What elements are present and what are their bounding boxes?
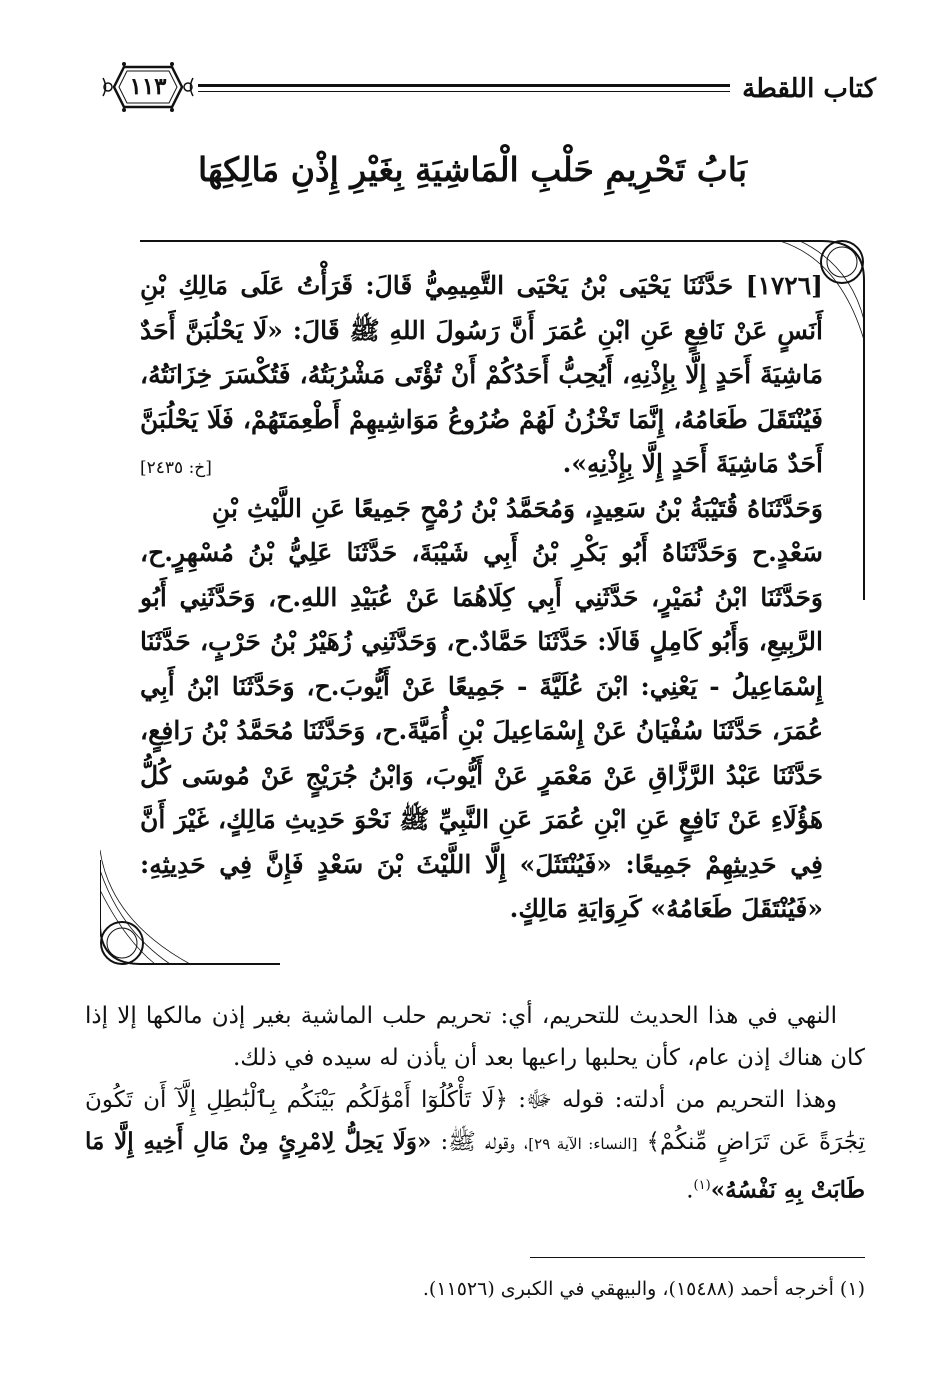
hadith-chains: وَحَدَّثَنَاهُ قُتَيْبَةُ بْنُ سَعِيدٍ، وَمُحَمَّدُ بْنُ رُمْحٍ جَمِيعًا عَنِ اللَّيْثِ بْنِ سَعْدٍ.ح وَحَدَّثَنَاهُ أَبُو بَكْرِ بْنُ أَبِي شَيْبَةَ، حَدَّثَنَا عَلِيُّ بْنُ مُسْهِرٍ.ح، وَحَدَّثَنَا ابْنُ نُمَيْرٍ، حَدَّثَنِي أَبِي كِلَاهُمَا عَنْ عُبَيْدِ اللهِ.ح، وَحَدَّثَنِي أَبُو الرَّبِيعِ، وَأَبُو كَامِلٍ قَالَا: حَدَّثَنَا حَمَّادٌ.ح، وَحَدَّثَنِي زُهَيْرُ بْنُ حَرْبٍ، حَدَّثَنَا إِسْمَاعِيلُ - يَعْنِي: ابْنَ عُلَيَّةَ - جَمِيعًا عَنْ أَيُّوبَ.ح، وَحَدَّثَنَا ابْنُ أَبِي عُمَرَ، حَدَّثَنَا سُفْيَانُ عَنْ إِسْمَاعِيلَ بْنِ أُمَيَّةَ.ح، وَحَدَّثَنَا مُحَمَّدُ بْنُ رَافِعٍ، حَدَّثَنَا عَبْدُ الرَّزَّاقِ عَنْ مَعْمَرٍ عَنْ أَيُّوبَ، وَابْنُ جُرَيْجٍ عَنْ مُوسَى كُلُّ هَؤُلَاءِ عَنْ نَافِعٍ عَنِ ابْنِ عُمَرَ عَنِ النَّبِيِّ ﷺ نَحْوَ حَدِيثِ مَالِكٍ، غَيْرَ أَنَّ فِي حَدِيثِهِمْ جَمِيعًا: «فَيُنْتَثَلَ» إِلَّا اللَّيْثَ بْنَ سَعْدٍ فَإِنَّ فِي حَدِيثِهِ: «فَيُنْتَقَلَ طَعَامُهُ» كَرِوَايَةِ مَالِكٍ. (140, 493, 823, 923)
footnote-marker: (١) (693, 1178, 711, 1193)
hadith-main (140, 264, 823, 487)
commentary (85, 995, 865, 1212)
hadith-main-text: [١٧٢٦] حَدَّثَنَا يَحْيَى بْنُ يَحْيَى التَّمِيمِيُّ قَالَ: قَرَأْتُ عَلَى مَالِكِ بْنِ أَنَسٍ عَنْ نَافِعٍ عَنِ ابْنِ عُمَرَ أَنَّ رَسُولَ اللهِ ﷺ قَالَ: «لَا يَحْلُبَنَّ أَحَدٌ مَاشِيَةَ أَحَدٍ إِلَّا بِإِذْنِهِ، أَيُحِبُّ أَحَدُكُمْ أَنْ تُؤْتَى مَشْرُبَتُهُ، فَتُكْسَرَ خِزَانَتُهُ، فَيُنْتَقَلَ طَعَامُهُ، إِنَّمَا تَخْزُنُ لَهُمْ ضُرُوعُ مَوَاشِيهِمْ أَطْعِمَتَهُمْ، فَلَا يَحْلُبَنَّ أَحَدٌ مَاشِيَةَ أَحَدٍ إِلَّا بِإِذْنِهِ». (140, 271, 823, 478)
commentary-paragraph-1: النهي في هذا الحديث للتحريم، أي: تحريم حلب الماشية بغير إذن مالكها إلا إذا كان هناك إذن عام، كأن يحلبها راعيها بعد أن يأذن له سيده في ذلك. (85, 1003, 865, 1071)
chapter-heading: بَابُ تَحْرِيمِ حَلْبِ الْمَاشِيَةِ بِغَيْرِ إِذْنِ مَالِكِهَا (197, 150, 748, 189)
commentary-end: . (686, 1177, 694, 1204)
header-rule (198, 84, 730, 87)
header-rule-thin (198, 91, 730, 92)
page-number-badge (100, 58, 196, 116)
commentary-intro: وهذا التحريم من أدلته: قوله ﷻ: (518, 1087, 837, 1113)
hadith-box (100, 240, 865, 965)
hadith-text (140, 264, 823, 932)
quran-verse: ﴿لَا تَأْكُلُوٓا أَمْوَٰلَكُم بَيْنَكُم بِٱلْبَٰطِلِ إِلَّآ أَن تَكُونَ تِجَٰرَةً عَن تَرَاضٍ مِّنكُمْ﴾ (85, 1087, 865, 1155)
quran-reference: [النساء: الآية ٢٩] (528, 1135, 638, 1153)
page-number: ١١٣ (129, 73, 167, 100)
hadith-quote: «وَلَا يَحِلُّ لِامْرِئٍ مِنْ مَالِ أَخِيهِ إِلَّا مَا طَابَتْ بِهِ نَفْسُهُ» (85, 1128, 865, 1204)
commentary-paragraph-2 (85, 1079, 865, 1212)
footnote: (١) أخرجه أحمد (١٥٤٨٨)، والبيهقي في الكبرى (١١٥٢٦). (422, 1278, 865, 1300)
footnote-divider (530, 1257, 865, 1258)
commentary-middle: ، وقوله ﷺ: (440, 1129, 529, 1155)
page-header (100, 58, 880, 118)
hadith-reference: [خ: ٢٤٣٥] (140, 458, 212, 478)
book-title: كتاب اللقطة (742, 74, 876, 104)
